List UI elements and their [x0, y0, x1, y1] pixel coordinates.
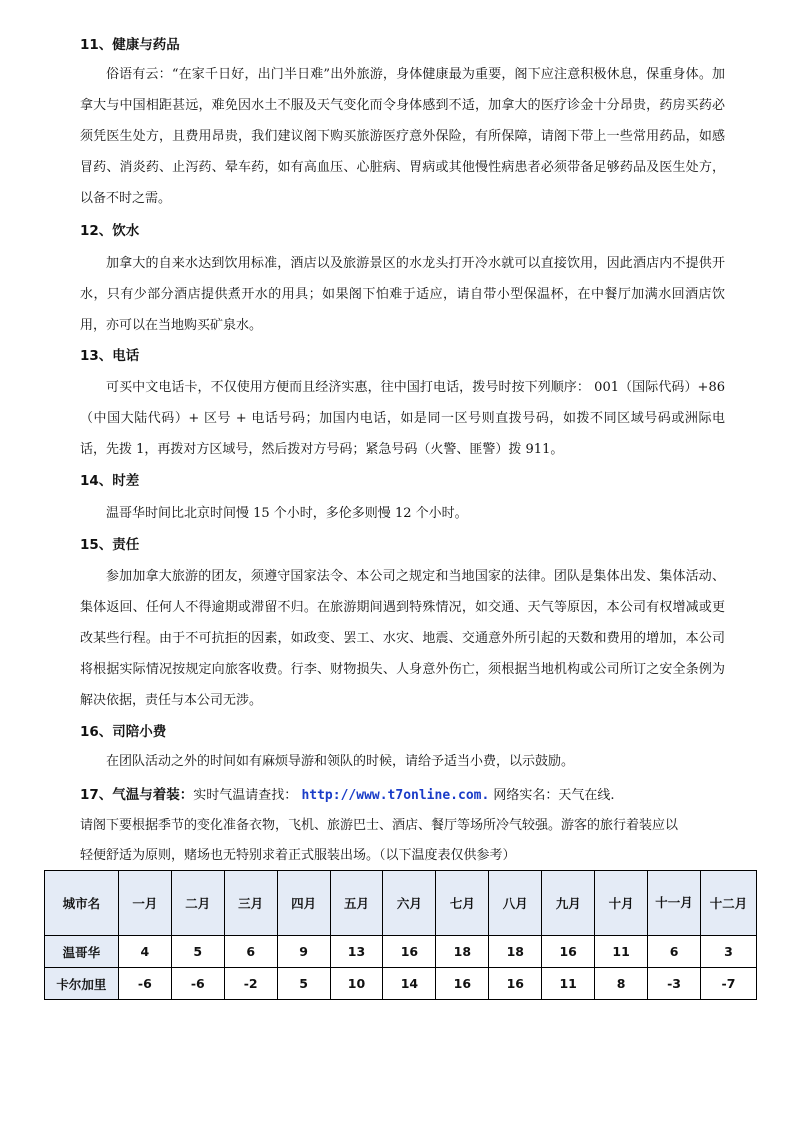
header-cell-month: 十月: [595, 871, 648, 936]
weather-text-line1: 请阁下要根据季节的变化准备衣物，飞机、旅游巴士、酒店、餐厅等场所冷气较强。游客的旅行着装应以: [80, 818, 679, 833]
section-text-water: 加拿大的自来水达到饮用标准，酒店以及旅游景区的水龙头打开冷水就可以直接饮用，因此酒店内不提供开水，只有少部分酒店提供煮开水的用具；如果阁下怕难于适应，请自带小型保温杯，在中餐厅加满水回酒店饮用，亦可以在当地购买矿泉水。: [80, 256, 725, 333]
temperature-cell: 3: [701, 936, 757, 968]
temperature-cell: -6: [171, 968, 224, 1000]
table-row: [45, 968, 757, 1000]
section-heading-health: 11、健康与药品: [80, 37, 180, 53]
header-cell-city: 城市名: [45, 871, 119, 936]
temperature-cell: -7: [701, 968, 757, 1000]
weather-lead: 实时气温请查找：: [193, 788, 298, 803]
header-cell-month: 八月: [489, 871, 542, 936]
section-text-health: 俗语有云：“在家千日好，出门半日难”出外旅游，身体健康最为重要，阁下应注意积极休息，保重身体。加拿大与中国相距甚远，难免因水土不服及天气变化而令身体感到不适，加拿大的医疗诊金十分昂贵，药房买药必须凭医生处方，且费用昂贵，我们建议阁下购买旅游医疗意外保险，有所保障，请阁下带上一些常用药品，如感冒药、消炎药、止泻药、晕车药，如有高血压、心脏病、胃病或其他慢性病患者必须带备足够药品及医生处方，以备不时之需。: [80, 67, 725, 206]
header-cell-month: 十一月: [648, 871, 701, 936]
temperature-cell: 8: [595, 968, 648, 1000]
temperature-cell: 5: [277, 968, 330, 1000]
temperature-cell: 16: [542, 936, 595, 968]
header-cell-month: 六月: [383, 871, 436, 936]
temperature-cell: -2: [224, 968, 277, 1000]
temperature-cell: 13: [330, 936, 383, 968]
weather-heading: 17、气温与着装: [80, 787, 180, 803]
header-cell-month: 七月: [436, 871, 489, 936]
section-heading-tips: 16、司陪小费: [80, 724, 167, 740]
temperature-cell: 18: [436, 936, 489, 968]
table-header-row: [45, 871, 757, 936]
weather-heading-colon: ：: [179, 787, 194, 803]
city-cell: 卡尔加里: [45, 968, 119, 1000]
header-cell-month: 五月: [330, 871, 383, 936]
header-cell-month: 一月: [118, 871, 171, 936]
temperature-cell: 4: [118, 936, 171, 968]
weather-text-line2: 轻便舒适为原则，赌场也无特别求着正式服装出场。（以下温度表仅供参考）: [80, 848, 516, 863]
temperature-cell: 6: [224, 936, 277, 968]
city-cell: 温哥华: [45, 936, 119, 968]
temperature-cell: -6: [118, 968, 171, 1000]
temperature-cell: 5: [171, 936, 224, 968]
header-cell-month: 三月: [224, 871, 277, 936]
temperature-cell: 16: [436, 968, 489, 1000]
temperature-cell: 18: [489, 936, 542, 968]
temperature-cell: 16: [489, 968, 542, 1000]
weather-site-name: 网络实名：天气在线.: [489, 788, 615, 803]
header-cell-month: 四月: [277, 871, 330, 936]
temperature-cell: 6: [648, 936, 701, 968]
weather-url-link[interactable]: http://www.t7online.com.: [301, 788, 490, 803]
temperature-cell: 9: [277, 936, 330, 968]
section-text-phone: 可买中文电话卡，不仅使用方便而且经济实惠，往中国打电话，拨号时按下列顺序： 001（国际代码）+86（中国大陆代码）+ 区号 + 电话号码；加国内电话，如是同一区号则直拨号码，如拨不同区域号码或洲际电话，先拨 1，再拨对方区域号，然后拨对方号码；紧急号码（火警、匪警）拨 911。: [80, 380, 725, 457]
temperature-cell: 16: [383, 936, 436, 968]
section-text-responsibility: 参加加拿大旅游的团友，须遵守国家法令、本公司之规定和当地国家的法律。团队是集体出发、集体活动、集体返回、任何人不得逾期或滞留不归。在旅游期间遇到特殊情况，如交通、天气等原因，本公司有权增减或更改某些行程。由于不可抗拒的因素，如政变、罢工、水灾、地震、交通意外所引起的天数和费用的增加，本公司将根据实际情况按规定向旅客收费。行李、财物损失、人身意外伤亡，须根据当地机构或公司所订之安全条例为解决依据，责任与本公司无涉。: [80, 569, 725, 708]
header-cell-month: 十二月: [701, 871, 757, 936]
temperature-table: [44, 870, 757, 1000]
section-heading-phone: 13、电话: [80, 348, 140, 364]
header-cell-month: 九月: [542, 871, 595, 936]
temperature-cell: 11: [595, 936, 648, 968]
section-text-tips: 在团队活动之外的时间如有麻烦导游和领队的时候，请给予适当小费，以示鼓励。: [106, 754, 575, 769]
section-heading-water: 12、饮水: [80, 223, 140, 239]
header-cell-month: 二月: [171, 871, 224, 936]
section-heading-responsibility: 15、责任: [80, 537, 140, 553]
temperature-cell: 11: [542, 968, 595, 1000]
temperature-cell: 14: [383, 968, 436, 1000]
temperature-cell: -3: [648, 968, 701, 1000]
weather-line: [80, 786, 615, 805]
temperature-cell: 10: [330, 968, 383, 1000]
section-text-timezone: 温哥华时间比北京时间慢 15 个小时，多伦多则慢 12 个小时。: [106, 506, 468, 521]
section-heading-timezone: 14、时差: [80, 473, 140, 489]
table-row: [45, 936, 757, 968]
